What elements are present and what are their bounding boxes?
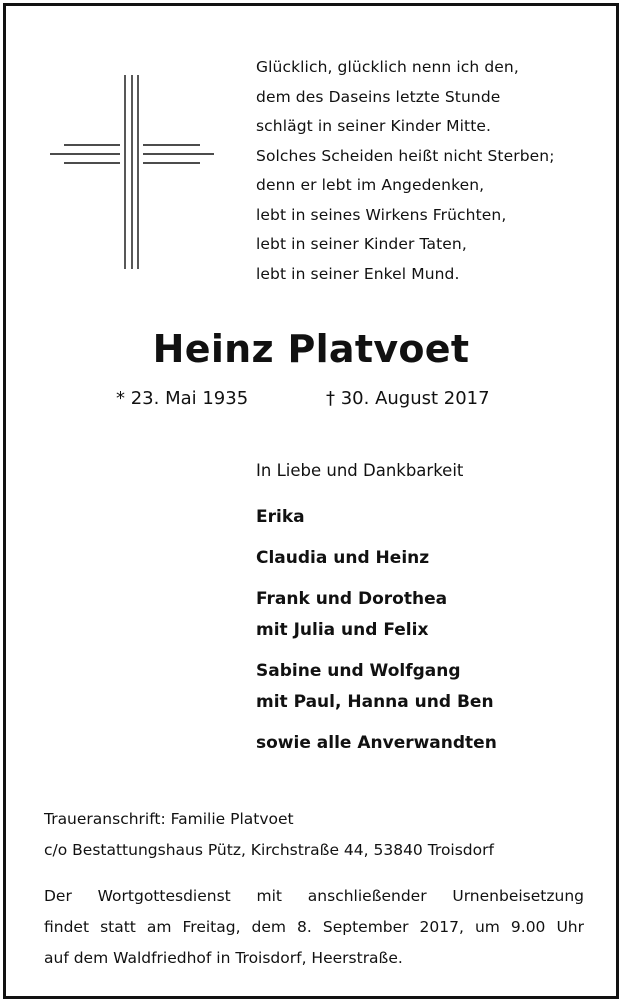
poem-line: lebt in seiner Enkel Mund. (256, 264, 460, 283)
mourning-address (44, 804, 584, 866)
mourners-list (256, 502, 606, 769)
mourner-name: Erika (256, 507, 305, 527)
poem-line: Glücklich, glücklich nenn ich den, (256, 58, 519, 76)
cross-icon (46, 72, 218, 272)
deceased-name: Heinz Platvoet (152, 327, 470, 371)
mourner-name: mit Paul, Hanna und Ben (256, 692, 494, 712)
poem-line: dem des Daseins letzte Stunde (256, 87, 501, 106)
poem-line: schlägt in seiner Kinder Mitte. (256, 117, 492, 135)
mourner-name: mit Julia und Felix (256, 620, 429, 640)
mourner-group (256, 584, 606, 646)
mourner-name: sowie alle Anverwandten (256, 733, 497, 753)
mourner-group (256, 502, 606, 533)
mourner-group (256, 728, 606, 759)
poem (256, 53, 601, 289)
mourner-name: Sabine und Wolfgang (256, 661, 461, 681)
mourner-group (256, 656, 606, 718)
service-line: findet statt am Freitag, dem 8. September 2017, um 9.00 Uhr (44, 918, 584, 936)
obituary-notice (3, 3, 619, 999)
mourners-intro: In Liebe und Dankbarkeit (256, 461, 464, 480)
address-line: c/o Bestattungshaus Pütz, Kirchstraße 44, 53840 Troisdorf (44, 841, 494, 859)
poem-line: Solches Scheiden heißt nicht Sterben; (256, 146, 555, 165)
address-line: Traueranschrift: Familie Platvoet (44, 810, 294, 828)
service-line: auf dem Waldfriedhof in Troisdorf, Heerstraße. (44, 949, 403, 967)
poem-line: denn er lebt im Angedenken, (256, 176, 485, 194)
poem-line: lebt in seiner Kinder Taten, (256, 235, 467, 253)
service-info (44, 881, 584, 974)
death-date: † 30. August 2017 (326, 388, 490, 409)
mourner-name: Claudia und Heinz (256, 548, 430, 568)
mourner-name: Frank und Dorothea (256, 589, 448, 609)
service-line: Der Wortgottesdienst mit anschließender Urnenbeisetzung (44, 887, 584, 905)
mourner-group (256, 543, 606, 574)
birth-date: * 23. Mai 1935 (116, 388, 249, 409)
poem-line: lebt in seines Wirkens Früchten, (256, 205, 507, 224)
